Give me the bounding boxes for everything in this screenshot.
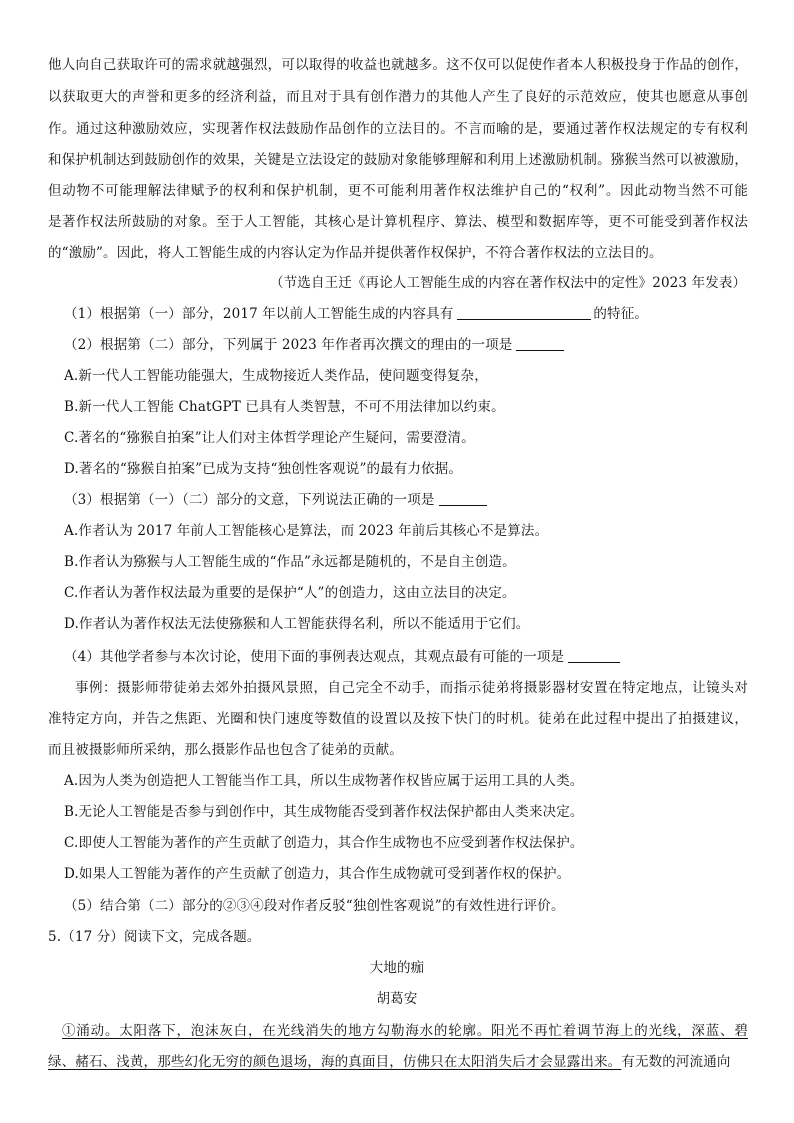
underlined-text: 绿、赭石、浅黄，那些幻化无穷的颜色退场，海的真面目，仿佛只在太阳消失后才会显露出来。 — [48, 1054, 622, 1070]
option-a: A.新一代人工智能功能强大，生成物接近人类作品，使问题变得复杂， — [64, 368, 488, 384]
option-b: B.新一代人工智能 ChatGPT 已具有人类智慧，不可不用法律加以约束。 — [64, 399, 505, 415]
question-1 — [64, 304, 648, 324]
option-d: D.作者认为著作权法无法使猕猴和人工智能获得名利，所以不能适用于它们。 — [64, 616, 530, 632]
paragraph-line: 但动物不可能理解法律赋予的权利和保护机制，更不可能利用著作权法维护自己的“权利”。因此动物当然不可能 — [48, 183, 748, 199]
underlined-text: ①涌动。太阳落下，泡沫灰白，在光线消失的地方勾勒海水的轮廓。阳光不再忙着调节海上的光线，深蓝、碧 — [62, 1023, 748, 1039]
question-2-text: （2）根据第（二）部分，下列属于 2023 年作者再次撰文的理由的一项是 — [64, 337, 513, 353]
article-text: 有无数的河流通向 — [621, 1054, 731, 1070]
option-c: C.著名的“猕猴自拍案”让人们对主体哲学理论产生疑问，需要澄清。 — [64, 430, 475, 446]
option-a: A.因为人类为创造把人工智能当作工具，所以生成物著作权皆应属于运用工具的人类。 — [64, 773, 584, 789]
question-3-text: （3）根据第（一）（二）部分的文意，下列说法正确的一项是 — [64, 492, 435, 508]
section-header: 5.（17 分）阅读下文，完成各题。 — [48, 929, 261, 945]
paragraph-line: 作。通过这种激励效应，实现著作权法鼓励作品创作的立法目的。不言而喻的是，要通过著作权法规定的专有权利 — [48, 121, 748, 137]
question-2 — [64, 335, 566, 355]
article-line — [48, 1052, 748, 1072]
answer-blank[interactable] — [568, 648, 620, 663]
article-line — [62, 1021, 748, 1041]
option-b: B.无论人工智能是否参与到创作中，其生成物能否受到著作权法保护都由人类来决定。 — [64, 804, 584, 820]
option-c: C.作者认为著作权法最为重要的是保护“人”的创造力，这由立法目的决定。 — [64, 585, 516, 601]
question-1-suffix: 的特征。 — [593, 306, 648, 322]
case-line: 事例：摄影师带徒弟去郊外拍摄风景照，自己完全不动手，而指示徒弟将摄影器材安置在特定地点，让镜头对 — [75, 680, 748, 696]
article-title: 大地的痂 — [369, 960, 425, 976]
question-1-text: （1）根据第（一）部分，2017 年以前人工智能生成的内容具有 — [64, 306, 454, 322]
paragraph-line: 以获取更大的声誉和更多的经济利益，而且对于具有创作潜力的其他人产生了良好的示范效应，使其也愿意从事创 — [48, 89, 748, 105]
paragraph-line: 和保护机制达到鼓励创作的效果，关键是立法设定的鼓励对象能够理解和利用上述激励机制。猕猴当然可以被激励， — [48, 152, 748, 168]
option-b: B.作者认为猕猴与人工智能生成的“作品”永远都是随机的，不是自主创造。 — [64, 554, 516, 570]
paragraph-line: 他人向自己获取许可的需求就越强烈，可以取得的收益也就越多。这不仅可以促使作者本人积极投身于作品的创作， — [48, 57, 748, 73]
option-a: A.作者认为 2017 年前人工智能核心是算法，而 2023 年前后其核心不是算法。 — [64, 523, 549, 539]
option-d: D.著名的“猕猴自拍案”已成为支持“独创性客观说”的最有力依据。 — [64, 461, 463, 477]
source-citation: （节选自王迁《再论人工智能生成的内容在著作权法中的定性》2023 年发表） — [270, 275, 747, 291]
article-author: 胡葛安 — [376, 991, 418, 1007]
case-line: 而且被摄影师所采纳，那么摄影作品也包含了徒弟的贡献。 — [48, 742, 403, 758]
question-5: （5）结合第（二）部分的②③④段对作者反驳“独创性客观说”的有效性进行评价。 — [64, 898, 565, 914]
answer-blank[interactable] — [516, 336, 564, 351]
answer-blank[interactable] — [439, 491, 487, 506]
answer-blank[interactable] — [457, 305, 591, 320]
question-4 — [64, 647, 622, 667]
option-c: C.即使人工智能为著作的产生贡献了创造力，其合作生成物也不应受到著作权法保护。 — [64, 835, 584, 851]
paragraph-line: 是著作权法所鼓励的对象。至于人工智能，其核心是计算机程序、算法、模型和数据库等，更不可能受到著作权法 — [48, 214, 748, 230]
case-line: 准特定方向，并告之焦距、光圈和快门速度等数值的设置以及按下快门的时机。徒弟在此过程中提出了拍摄建议， — [48, 711, 748, 727]
option-d: D.如果人工智能为著作的产生贡献了创造力，其合作生成物就可受到著作权的保护。 — [64, 866, 571, 882]
paragraph-line: 的“激励”。因此，将人工智能生成的内容认定为作品并提供著作权保护，不符合著作权法的立法目的。 — [48, 245, 663, 261]
question-3 — [64, 490, 489, 510]
question-4-text: （4）其他学者参与本次讨论，使用下面的事例表达观点，其观点最有可能的一项是 — [64, 649, 565, 665]
